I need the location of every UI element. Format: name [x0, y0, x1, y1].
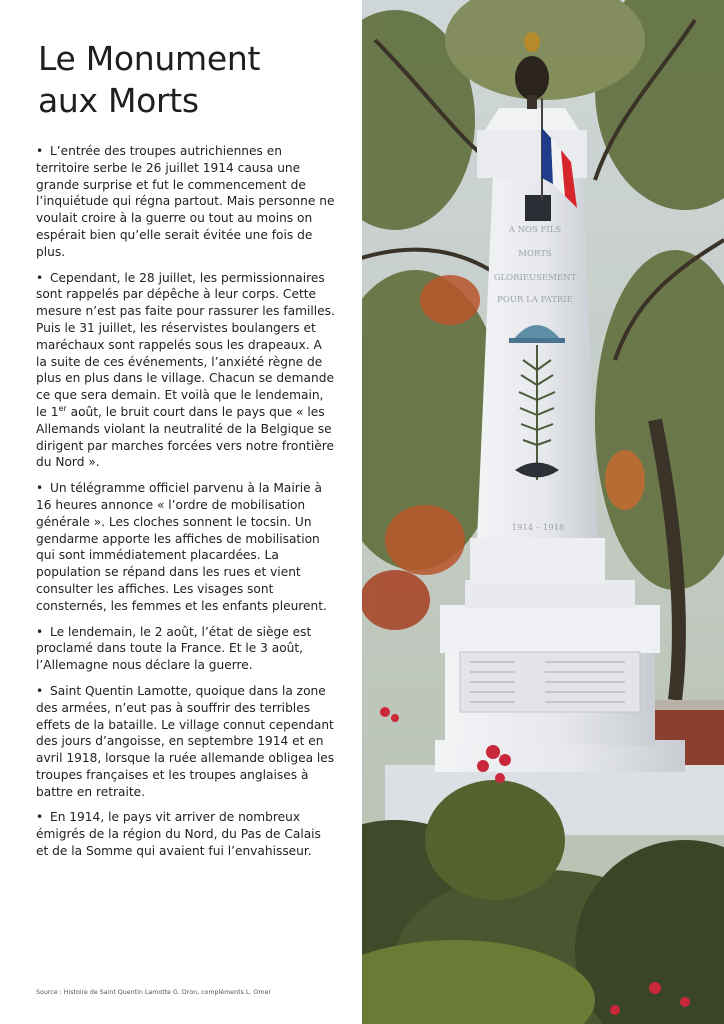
finial [515, 56, 549, 100]
bullet-icon: • [36, 683, 44, 698]
paragraph-2 [36, 270, 336, 472]
paragraph-3 [36, 480, 336, 614]
superscript-er: er [58, 403, 67, 413]
war-memorial-photo [355, 0, 724, 1024]
paragraph-text: L’entrée des troupes autrichiennes en territoire serbe le 26 juillet 1914 causa une grande surprise et fut le commencement de l’inquiétude qui régna partout. Mais personne ne voulait croire à la guerre ou tout au moins on espérait bien qu’elle serait évitée une fois de plus. [36, 144, 335, 259]
inscription-line-2: MORTS [518, 249, 552, 259]
bullet-icon: • [36, 270, 44, 285]
source-caption: Source : Histoire de Saint Quentin Lamotte G. Dron, compléments L. Omer [36, 989, 271, 996]
paragraph-1 [36, 143, 336, 261]
paragraph-text: Un télégramme officiel parvenu à la Mairie à 16 heures annonce « l’ordre de mobilisation générale ». Les cloches sonnent le tocsin. Un gendarme apporte les affiches de mobilisation qui sont immédiatement placardées. La population se répand dans les rues et vient consulter les affiches. Les visages sont consternés, les femmes et les enfants pleurent. [36, 481, 327, 613]
inscription-line-4: POUR LA PATRIE [497, 295, 573, 305]
paragraph-text-continued: août, le bruit court dans le pays que « les Allemands violant la neutralité de la Belgique se dirigent par marches forcées vers notre frontière du Nord ». [36, 404, 334, 470]
monument-dates: 1914 – 1918 [511, 523, 565, 533]
paragraph-text: En 1914, le pays vit arriver de nombreux émigrés de la région du Nord, du Pas de Calais et de la Somme qui avaient fui l’envahisseur. [36, 810, 321, 859]
bullet-icon: • [36, 624, 44, 639]
paragraph-text: Cependant, le 28 juillet, les permissionnaires sont rappelés par dépêche à leur corps. Cette mesure n’est pas faite pour rassurer les familles. Puis le 31 juillet, les réservistes boulangers et maréchaux sont rappelés sous les drapeaux. A la suite de ces événements, l’anxiété règne de plus en plus dans le village. Chacun se demande ce que sera demain. Et voilà que le lendemain, le 1 [36, 270, 335, 419]
inscription-line-1: A NOS FILS [508, 225, 562, 235]
bullet-icon: • [36, 810, 44, 825]
inscription-line-3: GLORIEUSEMENT [493, 273, 577, 283]
bullet-icon: • [36, 481, 44, 496]
title-line-1: Le Monument [38, 39, 261, 78]
title-line-2: aux Morts [38, 81, 199, 120]
bullet-icon: • [36, 144, 44, 158]
page-title [38, 38, 260, 122]
paragraph-4 [36, 624, 336, 674]
paragraph-6 [36, 809, 336, 859]
paragraph-5 [36, 683, 336, 801]
paragraph-text: Saint Quentin Lamotte, quoique dans la zone des armées, n’eut pas à souffrir des terribles effets de la bataille. Le village connut cependant des jours d’angoisse, en septembre 1914 et en avril 1918, lorsque la ruée allemande obligea les troupes françaises et les troupes anglaises à battre en retraite. [36, 683, 335, 799]
paragraph-text: Le lendemain, le 2 août, l’état de siège est proclamé dans toute la France. Et le 3 août, l’Allemagne nous déclare la guerre. [36, 624, 312, 673]
paragraph-list [36, 143, 336, 869]
